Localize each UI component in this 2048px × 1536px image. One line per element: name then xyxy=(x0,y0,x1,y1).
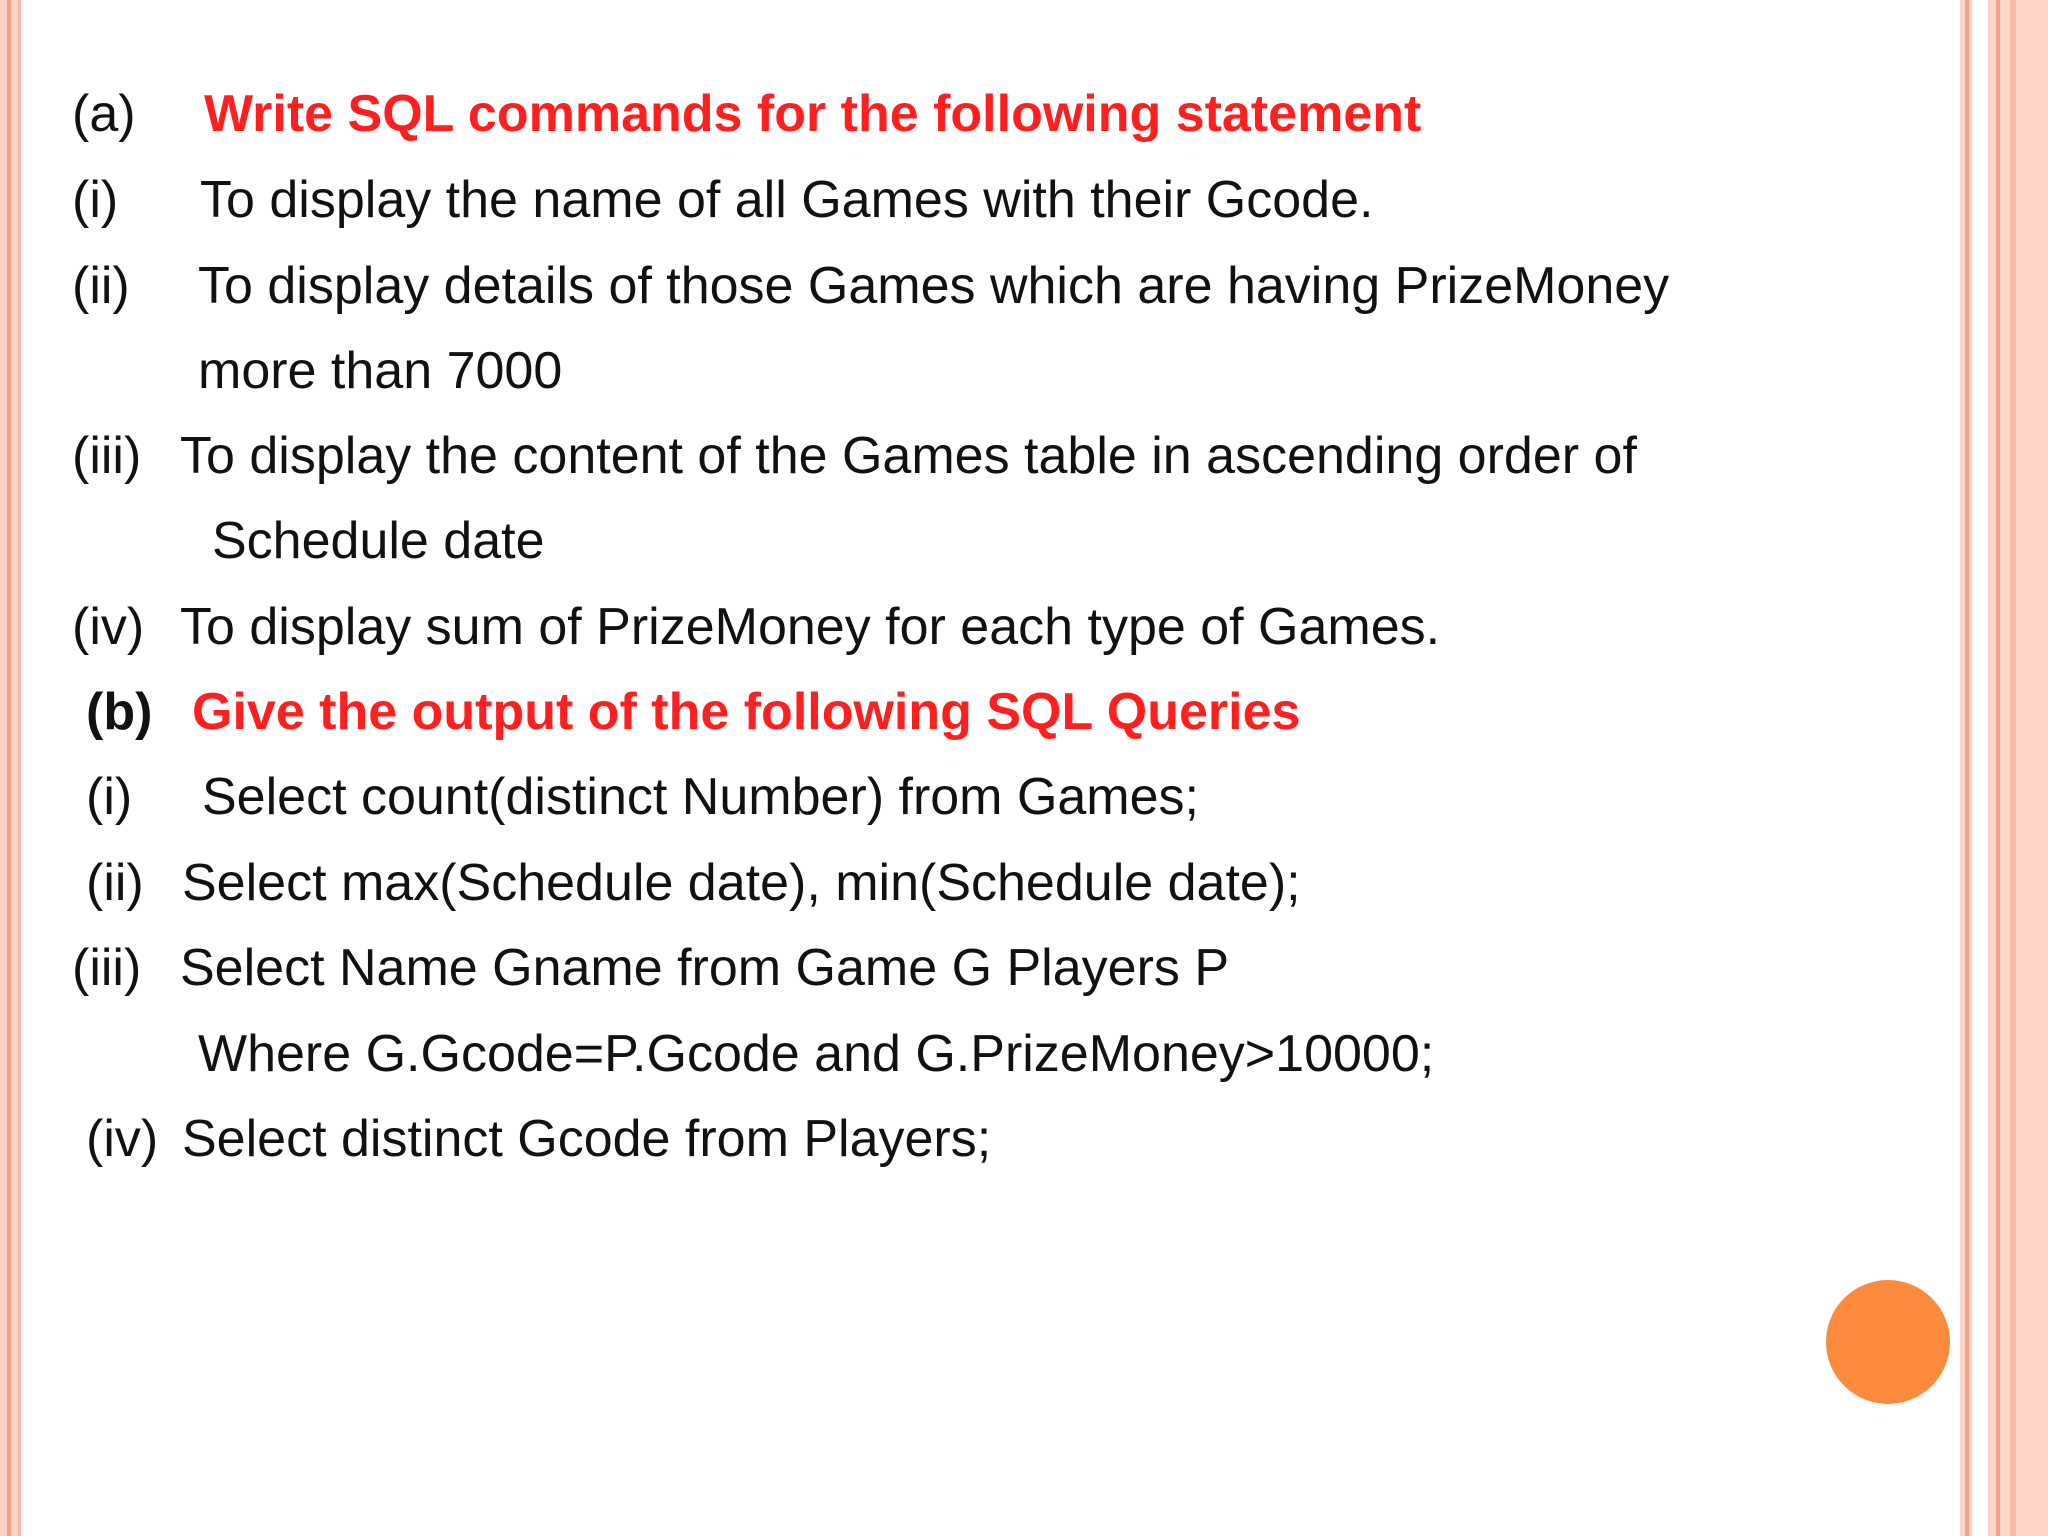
part-a-item-2-text: To display details of those Games which are having PrizeMoney xyxy=(198,257,1670,315)
part-b-item-2-text: Select max(Schedule date), min(Schedule date); xyxy=(182,854,1301,912)
part-a-item-2-continuation: more than 7000 xyxy=(198,342,563,400)
part-a-item-1-text: To display the name of all Games with their Gcode. xyxy=(200,171,1374,229)
part-b-item-4-text: Select distinct Gcode from Players; xyxy=(182,1110,992,1168)
part-b-label: (b) xyxy=(86,683,153,741)
part-b-item-3-text: Select Name Gname from Game G Players P xyxy=(180,939,1230,997)
left-border-line xyxy=(7,0,11,1536)
part-a-item-3-continuation: Schedule date xyxy=(212,512,545,570)
part-b-item-4-label: (iv) xyxy=(86,1110,159,1168)
right-border-line-inner xyxy=(2010,0,2016,1536)
part-a-label: (a) xyxy=(72,85,136,143)
part-a-heading: Write SQL commands for the following statement xyxy=(204,85,1422,143)
part-a-item-3-text: To display the content of the Games table in ascending order of xyxy=(180,427,1637,485)
left-border-line-inner xyxy=(18,0,21,1536)
part-b-heading: Give the output of the following SQL Queries xyxy=(192,683,1301,741)
part-a-item-3-label: (iii) xyxy=(72,427,142,485)
right-border-line-outer xyxy=(1965,0,1969,1536)
part-b-item-1-text: Select count(distinct Number) from Games; xyxy=(202,768,1199,826)
right-border-line-middle xyxy=(1996,0,2000,1536)
part-a-item-4-text: To display sum of PrizeMoney for each type of Games. xyxy=(180,598,1441,656)
part-b-item-1-label: (i) xyxy=(86,768,133,826)
part-a-item-1-label: (i) xyxy=(72,171,119,229)
part-b-item-3-label: (iii) xyxy=(72,939,142,997)
part-b-item-3-continuation: Where G.Gcode=P.Gcode and G.PrizeMoney>10000; xyxy=(198,1025,1435,1083)
part-a-item-4-label: (iv) xyxy=(72,598,145,656)
part-b-item-2-label: (ii) xyxy=(86,854,144,912)
part-a-item-2-label: (ii) xyxy=(72,257,130,315)
right-border-gap xyxy=(1972,0,1988,1536)
decorative-orange-circle xyxy=(1826,1280,1950,1404)
